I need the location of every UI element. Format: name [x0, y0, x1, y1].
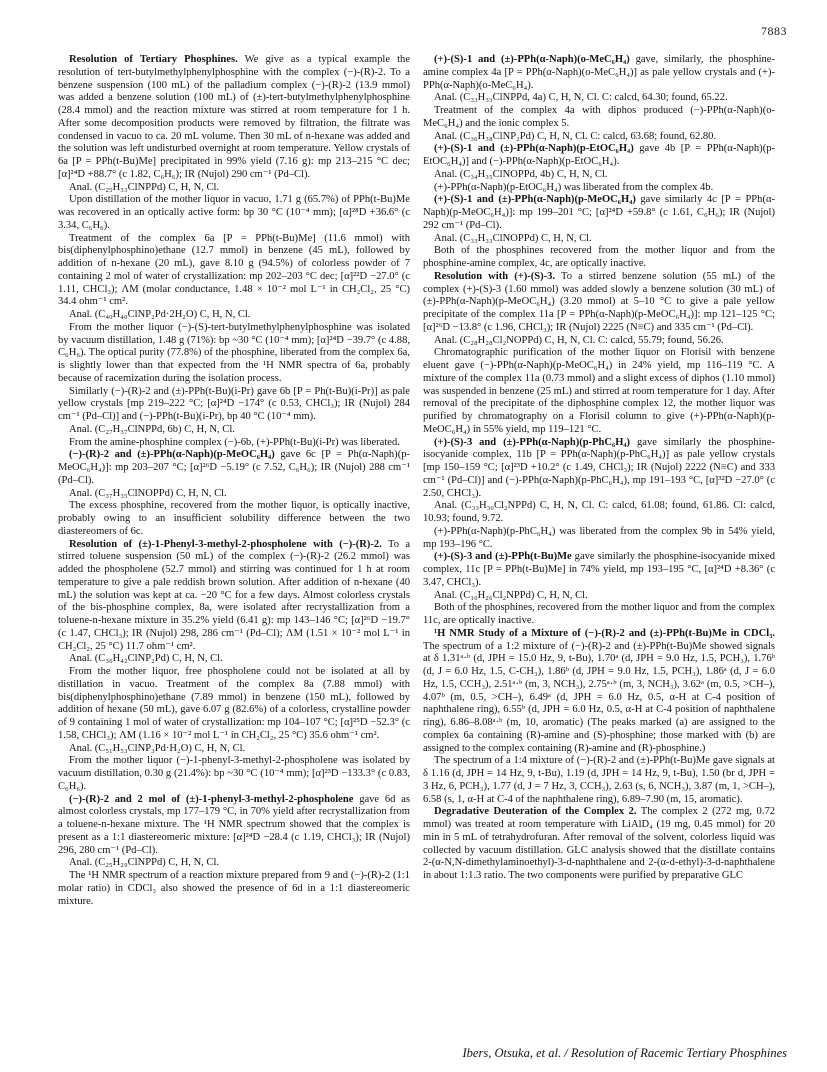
- paragraph-text: Anal. (C₃₃H₃₀Cl₂NPPd) C, H, N, Cl. C: calcd, 61.08; found, 61.86. Cl: calcd, 10.93; found, 9.72.: [423, 500, 775, 524]
- paragraph-heading: (+)-(S)-3 and (±)-PPh(t-Bu)Me: [434, 551, 572, 563]
- paragraph-text: The spectrum of a 1:4 mixture of (−)-(R)-2 and (±)-PPh(t-Bu)Me gave signals at δ 1.16 (d, JPH = 14 Hz, 9, t-Bu), 1.19 (d, JPH = 14 Hz, 9, t-Bu), 1.50 (br d, JPH = 3 Hz, 6, PCH₃), 1.77 (d, J = 7 Hz, 3, CCH₃), 2.63 (s, 6, NCH₃), 3.87 (m, 1, >CH–), 6.58 (s, 1, α-H at C-4 of the naphthalene ring), 6.89–7.90 (m, 15, aromatic).: [423, 755, 775, 805]
- paragraph: [423, 437, 775, 501]
- paragraph: [58, 653, 410, 666]
- paragraph-text: From the mother liquor (−)-1-phenyl-3-methyl-2-phospholene was isolated by vacuum distillation, 0.30 g (21.4%): bp ~30 °C (10⁻⁴ mm); [α]²³D −133.3° (c 0.83, C₆H₆).: [58, 755, 410, 792]
- paragraph-text: gave 6c [P = Ph(α-Naph)(p-MeOC₆H₄)]: mp 203–207 °C; [α]²⁶D −5.19° (c 7.52, C₆H₆); IR (Nujol) 288 cm⁻¹ (Pd–Cl).: [58, 449, 410, 486]
- paragraph-text: To a stirred benzene solution (55 mL) of the complex (+)-(S)-3 (1.60 mmol) was added slowly a benzene solution (30 mL) of (±)-PPh(α-Naph)(p-MeOC₆H₄) (3.20 mmol) at 5–10 °C to give a pale yellow precipitate of the complex 11a [P = PPh(α-Naph)(p-MeOC₆H₄)]: mp 121–125 °C; [α]²⁶D −13.8° (c 1.96, CHCl₃); IR (Nujol) 2225 (N≡C) and 335 cm⁻¹ (Pd–Cl).: [423, 270, 775, 333]
- paragraph: [423, 755, 775, 806]
- paragraph-text: The spectrum of a 1:2 mixture of (−)-(R)-2 and (±)-PPh(t-Bu)Me showed signals at δ 1.31ᵃ·ᵇ (d, JPH = 15.0 Hz, 9, t-Bu), 1.70ᵃ (d, JPH = 9.0 Hz, 1.5, PCH₃), 1.76ᵇ (d, J = 6.0 Hz, 1.5, C-CH₃), 1.86ᵇ (d, JPH = 9.0 Hz, 1.5, PCH₃), 1.86ᵃ (d, J = 6.0 Hz, 1.5, CCH₃), 2.51ᵃ·ᵇ (m, 3, NCH₃), 2.75ᵃ·ᵇ (m, 3, NCH₃), 3.62ᵃ (m, 0.5, >CH–), 4.07ᵇ (m, 0.5, >CH–), 6.49ᵃ (d, JPH = 6.0 Hz, 0.5, α-H at C-4 position of naphthalene ring), 6.55ᵇ (d, JPH = 6.0 Hz, 0.5, α-H at C-4 position of naphthalene ring), 6.86–8.08ᵃ·ᵇ (m, 10, aromatic) (The peaks marked (a) are assigned to the complex 6a containing (R)-amine and (S)-phosphine; those marked with (b) are assigned to the complex containing (R)-amine and (R)-phosphine.): [423, 640, 775, 754]
- paragraph: [423, 131, 775, 144]
- paragraph-text: Anal. (C₂₈H₂₈Cl₂NOPPd) C, H, N, Cl. C: calcd, 55.79; found, 56.26.: [434, 334, 724, 346]
- right-column: [423, 54, 775, 1039]
- paragraph: [58, 870, 410, 908]
- paragraph-heading: Resolution with (+)-(S)-3.: [434, 270, 556, 282]
- paragraph: [58, 322, 410, 386]
- paragraph-heading: (+)-(S)-1 and (±)-PPh(α-Naph)(p-MeOC₆H₄): [434, 194, 636, 206]
- paragraph-text: (+)-PPh(α-Naph)(p-EtOC₆H₄) was liberated from the complex 4b.: [434, 181, 714, 193]
- paragraph-text: Anal. (C₂₇H₃₇ClNPPd, 6b) C, H, N, Cl.: [69, 423, 235, 435]
- paragraph: [58, 54, 410, 182]
- paragraph: [58, 386, 410, 424]
- page-number: 7883: [761, 24, 787, 38]
- paragraph: [58, 182, 410, 195]
- paragraph: [423, 182, 775, 195]
- paragraph: [58, 424, 410, 437]
- paragraph: [58, 449, 410, 487]
- paragraph-text: Anal. (C₃₃H₃₃ClNPPd, 4a) C, H, N, Cl. C: calcd, 64.30; found, 65.22.: [434, 92, 728, 104]
- paragraph-text: gave similarly 4c [P = PPh(α-Naph)(p-MeOC₆H₄)]: mp 199–201 °C; [α]²⁴D +59.8° (c 1.61, C₆H₆); IR (Nujol) 292 cm⁻¹ (Pd–Cl).: [423, 194, 775, 231]
- paragraph: [58, 743, 410, 756]
- paragraph-text: (+)-PPh(α-Naph)(p-PhC₆H₄) was liberated from the complex 9b in 54% yield, mp 193–196 °C.: [423, 525, 775, 550]
- paragraph-text: From the mother liquor (−)-(S)-tert-butylmethylphenylphosphine was isolated by vacuum distillation, 1.48 g (71%): bp ~30 °C (10⁻⁴ mm); [α]²⁴D −39.7° (c 4.88, C₆H₆). The optical purity (77.8%) of the phosphine, liberated from the complex 6a, is slightly lower than that expected from the ¹H NMR spectra of 6a, probably because of racemization during the isolation process.: [58, 321, 410, 384]
- paragraph: [58, 539, 410, 654]
- paragraph-text: Chromatographic purification of the mother liquor on Florisil with benzene eluent gave (−)-PPh(α-Naph)(p-MeOC₆H₄) in 24% yield, mp 116–119 °C. A mixture of the complex 11a (0.73 mmol) and a slight excess of diphos (1.10 mmol) was suspended in benzene (25 mL) and stirred at room temperature for 1 day. After removal of the precipitate of the diphosphine complex 12, the mother liquor was purified by chromatography on a Florisil column to give (+)-PPh(α-Naph)(p-MeOC₆H₄) in 55% yield, mp 119–121 °C.: [423, 347, 775, 435]
- paragraph-heading: Resolution of Tertiary Phosphines.: [69, 54, 238, 65]
- paragraph: [58, 309, 410, 322]
- paragraph-text: From the amine-phosphine complex (−)-6b, (+)-PPh(t-Bu)(i-Pr) was liberated.: [69, 436, 400, 448]
- paragraph: [423, 92, 775, 105]
- paragraph: [423, 806, 775, 883]
- paragraph-text: Anal. (C₃₄H₃₅ClNOPPd, 4b) C, H, N, Cl.: [434, 168, 608, 180]
- paragraph-heading: (+)-(S)-3 and (±)-PPh(α-Naph)(p-PhC₆H₄): [434, 436, 631, 448]
- paragraph: [58, 194, 410, 232]
- paragraph: [423, 169, 775, 182]
- paragraph-text: Anal. (C₂₅H₃₃ClNPPd) C, H, N, Cl.: [69, 181, 220, 193]
- paragraph: [423, 335, 775, 348]
- paragraph-text: gave 4b [P = PPh(α-Naph)(p-EtOC₆H₄)] and (−)-PPh(α-Naph)(p-EtOC₆H₄).: [423, 143, 775, 167]
- paragraph-heading: (−)-(R)-2 and (±)-PPh(α-Naph)(p-MeOC₆H₄): [69, 449, 275, 461]
- running-footer: Ibers, Otsuka, et al. / Resolution of Racemic Tertiary Phosphines: [462, 1046, 787, 1060]
- paragraph-text: gave similarly the phosphine-isocyanide complex, 11b [P = PPh(α-Naph)(p-PhC₆H₄)] as pale yellow crystals [mp 150–159 °C; [α]²³D +10.2° (c 1.49, CHCl₃); IR (Nujol) 2222 (N≡C) and 333 cm⁻¹ (Pd–Cl)] and (−)-PPh(α-Naph)(p-PhC₆H₄), mp 191–193 °C, [α]³²D −27.0° (c 2.50, CHCl₃).: [423, 436, 775, 499]
- paragraph: [58, 488, 410, 501]
- paragraph-text: gave similarly the phosphine-isocyanide mixed complex, 11c [P = PPh(t-Bu)Me] in 74% yield, mp 193–195 °C, [α]²⁴D +8.36° (c 3.47, CHCl₃).: [423, 551, 775, 588]
- paragraph: [423, 551, 775, 589]
- paragraph-text: Anal. (C₄₀H₄₀ClNP₂Pd·2H₂O) C, H, N, Cl.: [69, 309, 251, 320]
- paragraph-text: The ¹H NMR spectrum of a reaction mixture prepared from 9 and (−)-(R)-2 (1:1 molar ratio) in CDCl₃ also showed the presence of 6d in a 1:1 diastereomeric mixture.: [58, 870, 410, 907]
- paragraph-text: Anal. (C₃₆H₄₂ClNP₂Pd) C, H, N, Cl.: [69, 653, 223, 665]
- paragraph-text: Treatment of the complex 4a with diphos produced (−)-PPh(α-Naph)(o-MeC₆H₄) and the ionic complex 5.: [423, 105, 775, 129]
- paragraph-text: gave, similarly, the phosphine-amine complex 4a [P = PPh(α-Naph)(o-MeC₆H₄)] as pale yellow crystals and (+)-PPh(α-Naph)(o-MeC₆H₄).: [423, 54, 775, 91]
- paragraph: [423, 194, 775, 232]
- paragraph: [423, 590, 775, 603]
- paragraph-text: From the mother liquor, free phospholene could not be isolated at all by distillation in vacuo. Treatment of the complex 8a (7.88 mmol) with bis(diphenylphosphino)ethane (7.89 mmol) in benzene (150 mL), followed by addition of hexane (50 mL), gave 6.07 g (82.6%) of a colorless, crystalline powder of 9 containing 1 mol of water of crystallization: mp 104–107 °C; [α]²⁵D −52.3° (c 1.58, CHCl₃); ΛM (1.16 × 10⁻² mol L⁻¹ in CH₂Cl₂, 25 °C) 35.6 ohm⁻¹ cm².: [58, 666, 410, 741]
- paragraph-text: Anal. (C₅₁H₅₃ClNP₃Pd·H₂O) C, H, N, Cl.: [69, 742, 246, 754]
- paragraph-text: Both of the phosphines, recovered from the mother liquor and from the complex 11c, are optically inactive.: [423, 602, 775, 626]
- paragraph: [423, 143, 775, 169]
- paragraph: [423, 602, 775, 628]
- paragraph: [58, 437, 410, 450]
- paragraph-text: gave 6d as almost colorless crystals, mp 177–179 °C, in 70% yield after recrystallization from a toluene-n-hexane mixture. The ¹H NMR spectrum showed that the complex is present as a 1:1 diastereomeric mixture: [α]²⁴D −28.4 (c 1.19, CHCl₃); IR (Nujol) 296, 280 cm⁻¹ (Pd–Cl).: [58, 793, 410, 856]
- paragraph-heading: Degradative Deuteration of the Complex 2.: [434, 806, 637, 818]
- paragraph: [423, 233, 775, 246]
- paragraph-text: Anal. (C₃₆H₃₈ClNP₂Pd) C, H, N, Cl. C: calcd, 63.68; found, 62.80.: [434, 130, 717, 142]
- paragraph: [58, 666, 410, 743]
- paragraph: [423, 54, 775, 92]
- paragraph-heading: (+)-(S)-1 and (±)-PPh(α-Naph)(o-MeC₆H₄): [434, 54, 630, 65]
- paragraph-text: Both of the phosphines recovered from the mother liquor and from the phosphine-amine complex, 4c, are optically inactive.: [423, 245, 775, 269]
- paragraph-text: Anal. (C₃₇H₃₅ClNOPPd) C, H, N, Cl.: [69, 487, 227, 499]
- paragraph: [58, 233, 410, 310]
- paragraph-text: Treatment of the complex 6a [P = PPh(t-Bu)Me] (11.6 mmol) with bis(diphenylphosphino)ethane (12.7 mmol) in benzene (45 mL), followed by addition of n-hexane (20 mL), gave 8.10 g (94.5%) of colorless powder of 7 containing 2 mol of water of crystallization: mp 202–203 °C dec; [α]²²D −27.0° (c 1.11, CHCl₃); ΛM (molar conductance, 1.48 × 10⁻² mol L⁻¹ in CH₂Cl₂, 25 °C) 34.4 ohm⁻¹ cm².: [58, 232, 410, 308]
- paragraph: [423, 245, 775, 271]
- paragraph-text: Anal. (C₃₃H₃₃ClNOPPd) C, H, N, Cl.: [434, 232, 592, 244]
- left-column: [58, 54, 410, 1039]
- paragraph-text: The excess phosphine, recovered from the mother liquor, is optically inactive, probably owing to an insufficient solubility difference between the two diastereomers of 6c.: [58, 500, 410, 537]
- paragraph: [58, 755, 410, 793]
- paragraph-text: Similarly (−)-(R)-2 and (±)-PPh(t-Bu)(i-Pr) gave 6b [P = Ph(t-Bu)(i-Pr)] as pale yellow crystals [mp 219–222 °C; [α]²⁴D −174° (c 0.53, CHCl₃); IR (Nujol) 284 cm⁻¹ (Pd–Cl)] and (−)-PPh(t-Bu)(i-Pr), bp 40 °C (10⁻⁴ mm).: [58, 385, 410, 422]
- paragraph: [423, 526, 775, 552]
- paragraph: [423, 105, 775, 131]
- paragraph-text: The complex 2 (272 mg, 0.72 mmol) was treated at room temperature with LiAlD₄ (19 mg, 0.45 mmol) for 20 min in 5 mL of tetrahydrofuran. After removal of the solvent, colorless liquid was collected by vacuum distillation. GLC analysis showed that the distillate contains 2-(α-N,N-dimethylaminoethyl)-3-d-naphthalene and 2-(α-d-ethyl)-3-d-naphthalene in about 1:1.3 ratio. The two components were purified by preparative GLC: [423, 806, 775, 881]
- paragraph: [423, 628, 775, 756]
- paragraph-text: To a stirred toluene suspension (50 mL) of the complex (−)-(R)-2 (26.2 mmol) was added the phospholene (52.7 mmol) and stirring was continued for 1 h at room temperature to give a pale reddish brown solution. After addition of n-hexane (40 mL) the solution was kept at ca. −20 °C for a few days. Almost colorless crystals of the bis-phosphine complex, 8a, were isolated after recrystallization from a toluene-n-hexane mixture in 35.2% yield (6.41 g): mp 143–146 °C; [α]²⁶D −19.7° (c 1.47, CHCl₃); IR (Nujol) 298, 286 cm⁻¹ (Pd–Cl); ΛM (1.51 × 10⁻² mol L⁻¹ in CH₂Cl₂, 25 °C) 11.7 ohm⁻¹ cm².: [58, 538, 410, 652]
- paragraph-text: Anal. (C₁₆H₂₆Cl₂NPPd) C, H, N, Cl.: [434, 589, 588, 601]
- paragraph-text: Upon distillation of the mother liquor in vacuo, 1.71 g (65.7%) of PPh(t-Bu)Me was recovered in an optically active form: bp 30 °C (10⁻⁴ mm); [α]²⁸D +36.6° (c 3.34, C₆H₆).: [58, 194, 410, 231]
- paragraph: [423, 347, 775, 436]
- paragraph: [58, 857, 410, 870]
- paragraph: [423, 500, 775, 526]
- paragraph-heading: (+)-(S)-1 and (±)-PPh(α-Naph)(p-EtOC₆H₄): [434, 143, 634, 155]
- paragraph-text: Anal. (C₂₅H₂₉ClNPPd) C, H, N, Cl.: [69, 857, 220, 869]
- paragraph-heading: (−)-(R)-2 and 2 mol of (±)-1-phenyl-3-methyl-2-phospholene: [69, 793, 354, 805]
- paragraph-text: We give as a typical example the resolution of tert-butylmethylphenylphosphine with the complex (−)-(R)-2. To a benzene suspension (100 mL) of the palladium complex (−)-(R)-2 (13.9 mmol) was added a benzene solution (100 mL) of (±)-tert-butylmethylphenylphosphine (28.4 mmol) and the reaction mixture was stirred at room temperature for 1 h. After some decomposition products were removed by filtration, the filtrate was condensed in vacuo to ca. 20 mL volume. Then 30 mL of n-hexane was added and the solution was left undisturbed overnight at room temperature. Yellow crystals of 6a [P = PPh(t-Bu)Me] precipitated in 99% yield (7.16 g): mp 213–215 °C dec; [α]²⁴D +88.7° (c 1.82, C₆H₆); IR (Nujol) 290 cm⁻¹ (Pd–Cl).: [58, 54, 410, 180]
- paragraph: [58, 794, 410, 858]
- paragraph: [423, 271, 775, 335]
- paragraph-heading: ¹H NMR Study of a Mixture of (−)-(R)-2 and (±)-PPh(t-Bu)Me in CDCl₃.: [434, 627, 775, 639]
- paragraph: [58, 500, 410, 538]
- paragraph-heading: Resolution of (±)-1-Phenyl-3-methyl-2-phospholene with (−)-(R)-2.: [69, 538, 382, 550]
